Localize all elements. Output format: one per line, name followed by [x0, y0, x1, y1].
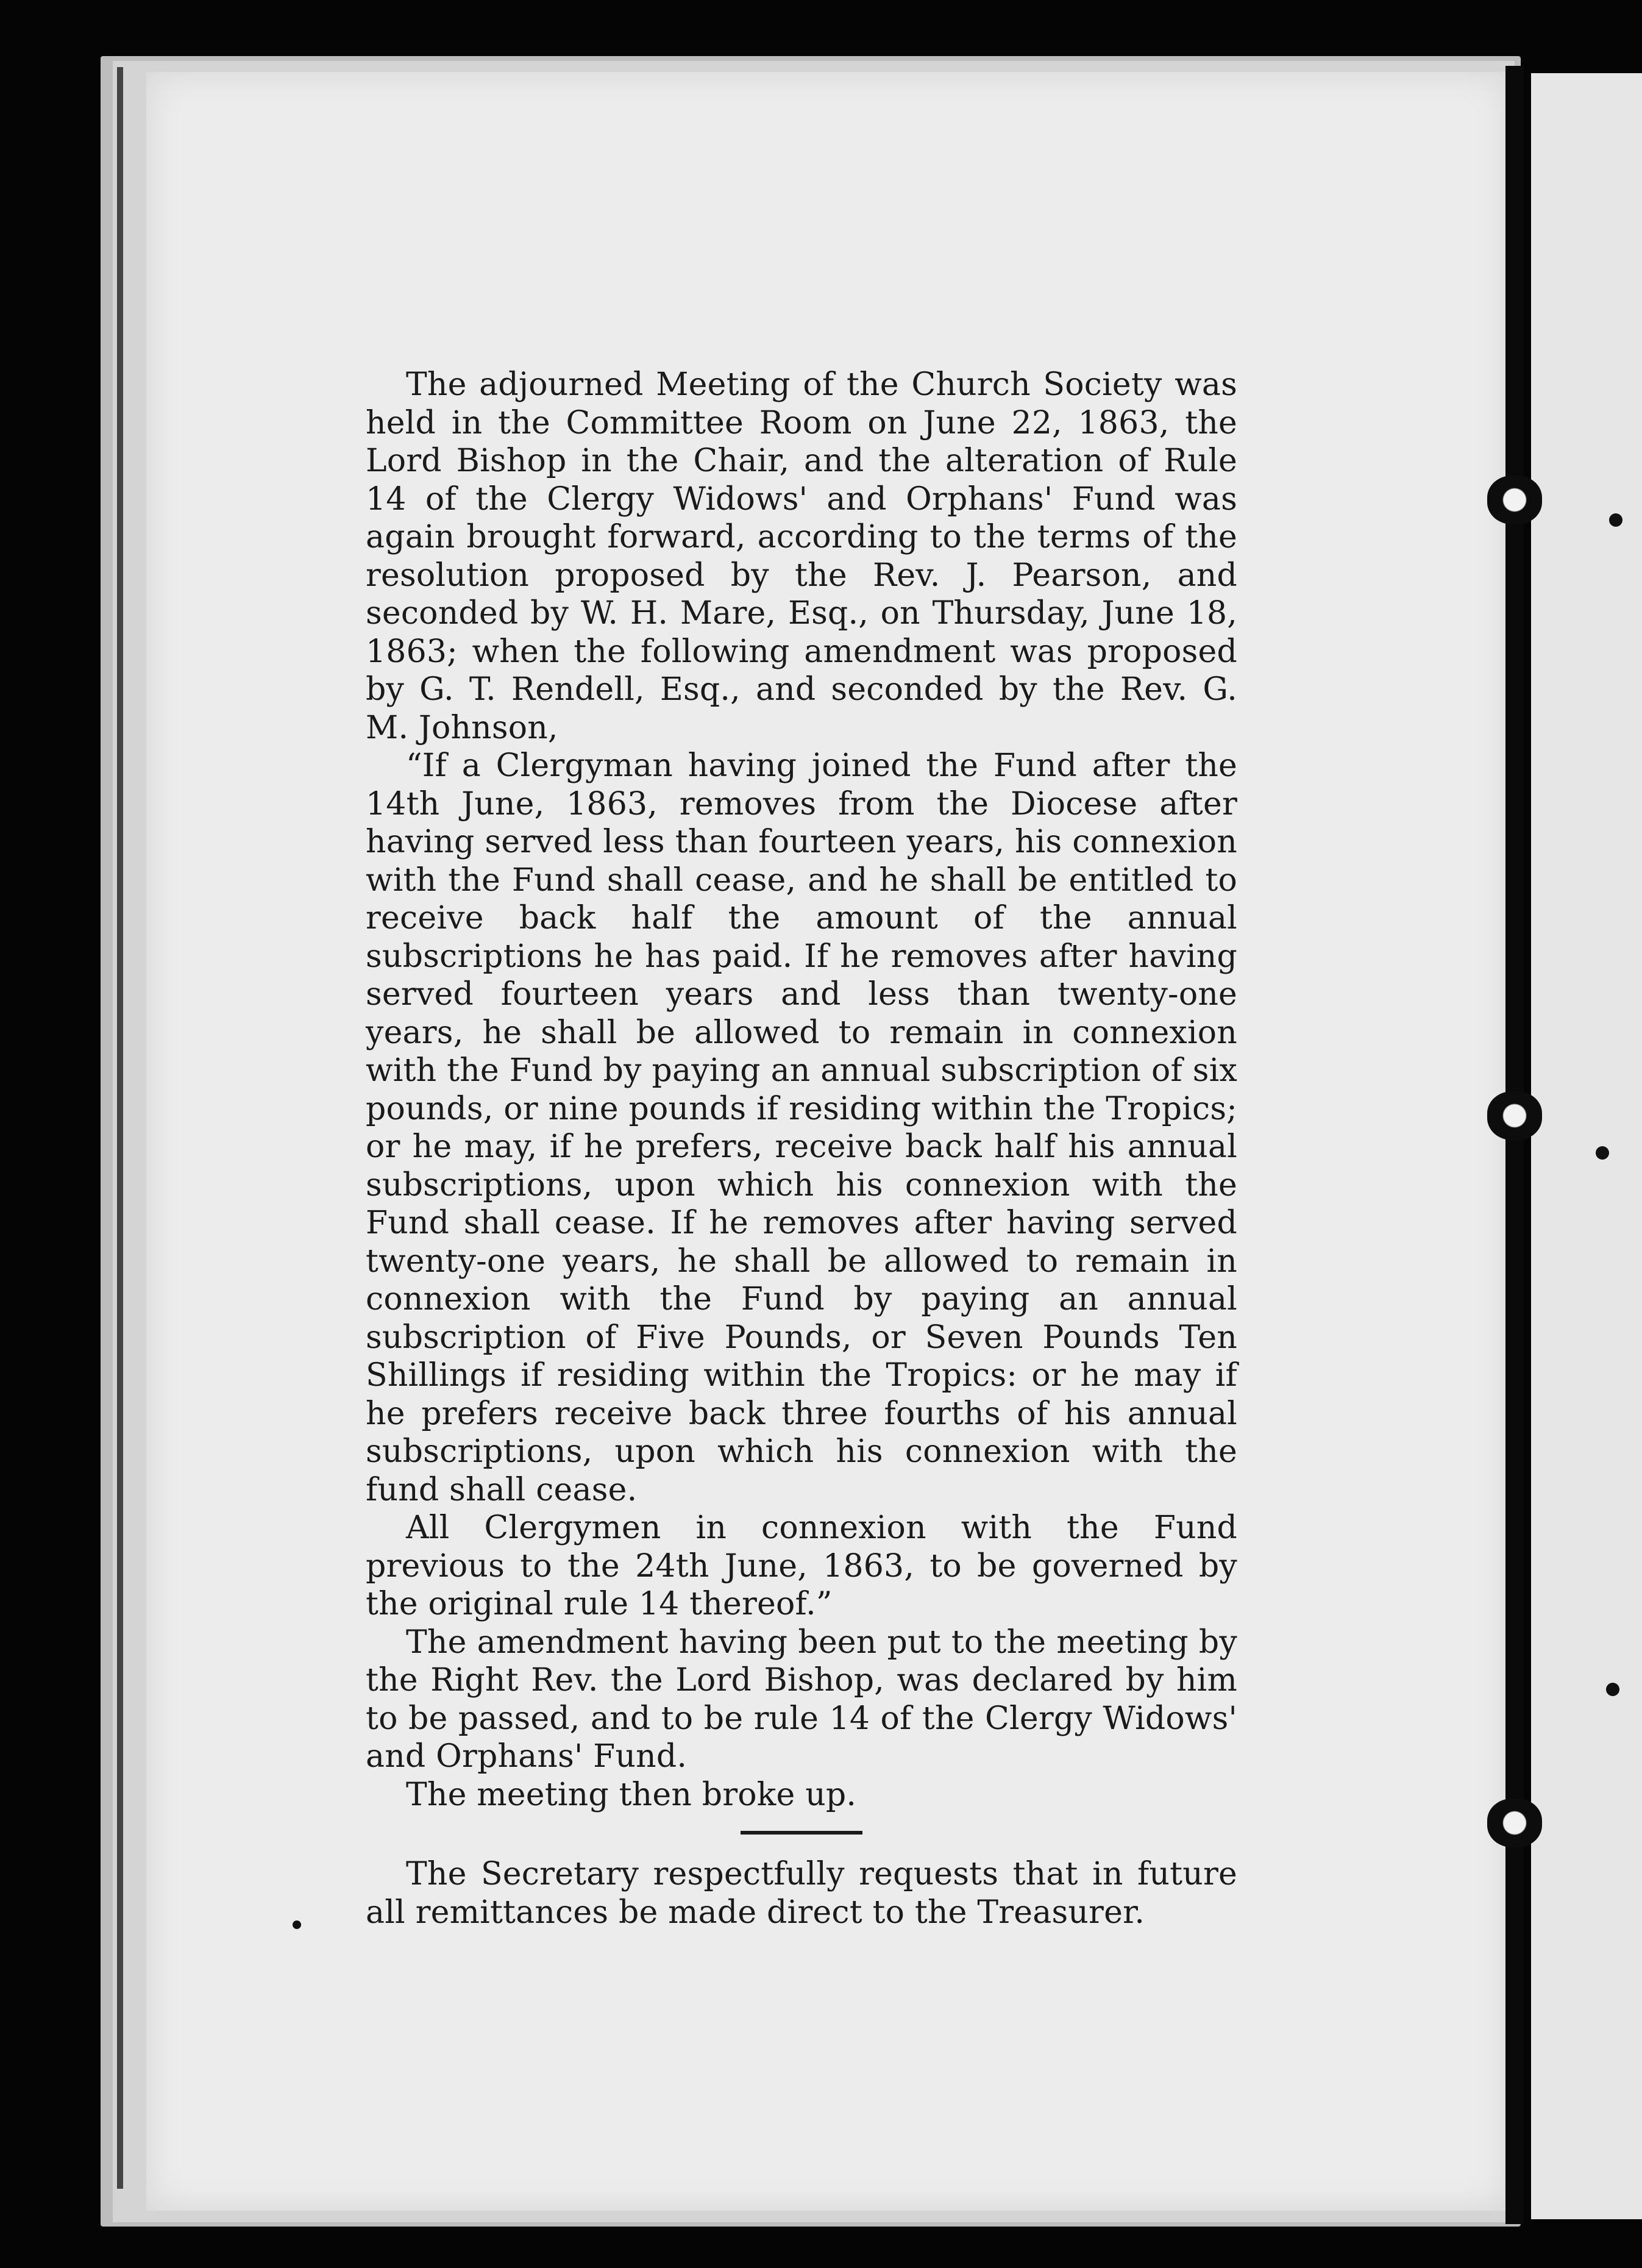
paragraph-amendment-passed: The amendment having been put to the meeting by the Right Rev. the Lord Bishop, was declared by him to be passed, and to be rule 14 of the Clergy Widows' and Orphans' Fund.	[366, 1624, 1237, 1775]
binding-stitch-hole	[1487, 1799, 1542, 1847]
paragraph-meeting-intro: The adjourned Meeting of the Church Society was held in the Committee Room on June 22, 1863, the Lord Bishop in the Chair, and the alteration of Rule 14 of the Clergy Widows' and Orphans' Fund was again brought forward, according to the terms of the resolution proposed by the Rev. J. Pearson, and seconded by W. H. Mare, Esq., on Thursday, June 18, 1863; when the following amendment was proposed by G. T. Rendell, Esq., and seconded by the Rev. G. M. Johnson,	[366, 366, 1237, 746]
left-binding-rule	[117, 67, 123, 2189]
document-text	[366, 366, 1237, 1931]
paragraph-meeting-closed: The meeting then broke up.	[406, 1776, 857, 1813]
binding-stitch-hole	[1487, 1091, 1542, 1140]
ink-speck	[293, 1920, 301, 1929]
section-divider	[741, 1831, 862, 1835]
ink-speck	[1606, 1683, 1619, 1696]
facing-page-edge	[1531, 73, 1642, 2219]
paragraph-amendment-text: “If a Clergyman having joined the Fund after the 14th June, 1863, removes from the Diocese after having served less than fourteen years, his connexion with the Fund shall cease, and he shall be entitled to receive back half the amount of the annual subscriptions he has paid. If he removes after having served fourteen years and less than twenty-one years, he shall be allowed to remain in connexion with the Fund by paying an annual subscription of six pounds, or nine pounds if residing within the Tropics; or he may, if he prefers, receive back half his annual subscriptions, upon which his connexion with the Fund shall cease. If he removes after having served twenty-one years, he shall be allowed to remain in connexion with the Fund by paying an annual subscription of Five Pounds, or Seven Pounds Ten Shillings if residing within the Tropics: or he may if he prefers receive back three fourths of his annual subscriptions, upon which his connexion with the fund shall cease.	[366, 747, 1237, 1508]
paragraph-previous-members: All Clergymen in connexion with the Fund previous to the 24th June, 1863, to be governed by the original rule 14 thereof.”	[366, 1510, 1237, 1622]
binding-stitch-hole	[1487, 476, 1542, 524]
binding-spine	[1505, 66, 1524, 2224]
ink-speck	[1609, 513, 1622, 527]
ink-speck	[1596, 1146, 1609, 1160]
paragraph-secretary-notice: The Secretary respectfully requests that in future all remittances be made direct to the Treasurer.	[366, 1856, 1237, 1931]
